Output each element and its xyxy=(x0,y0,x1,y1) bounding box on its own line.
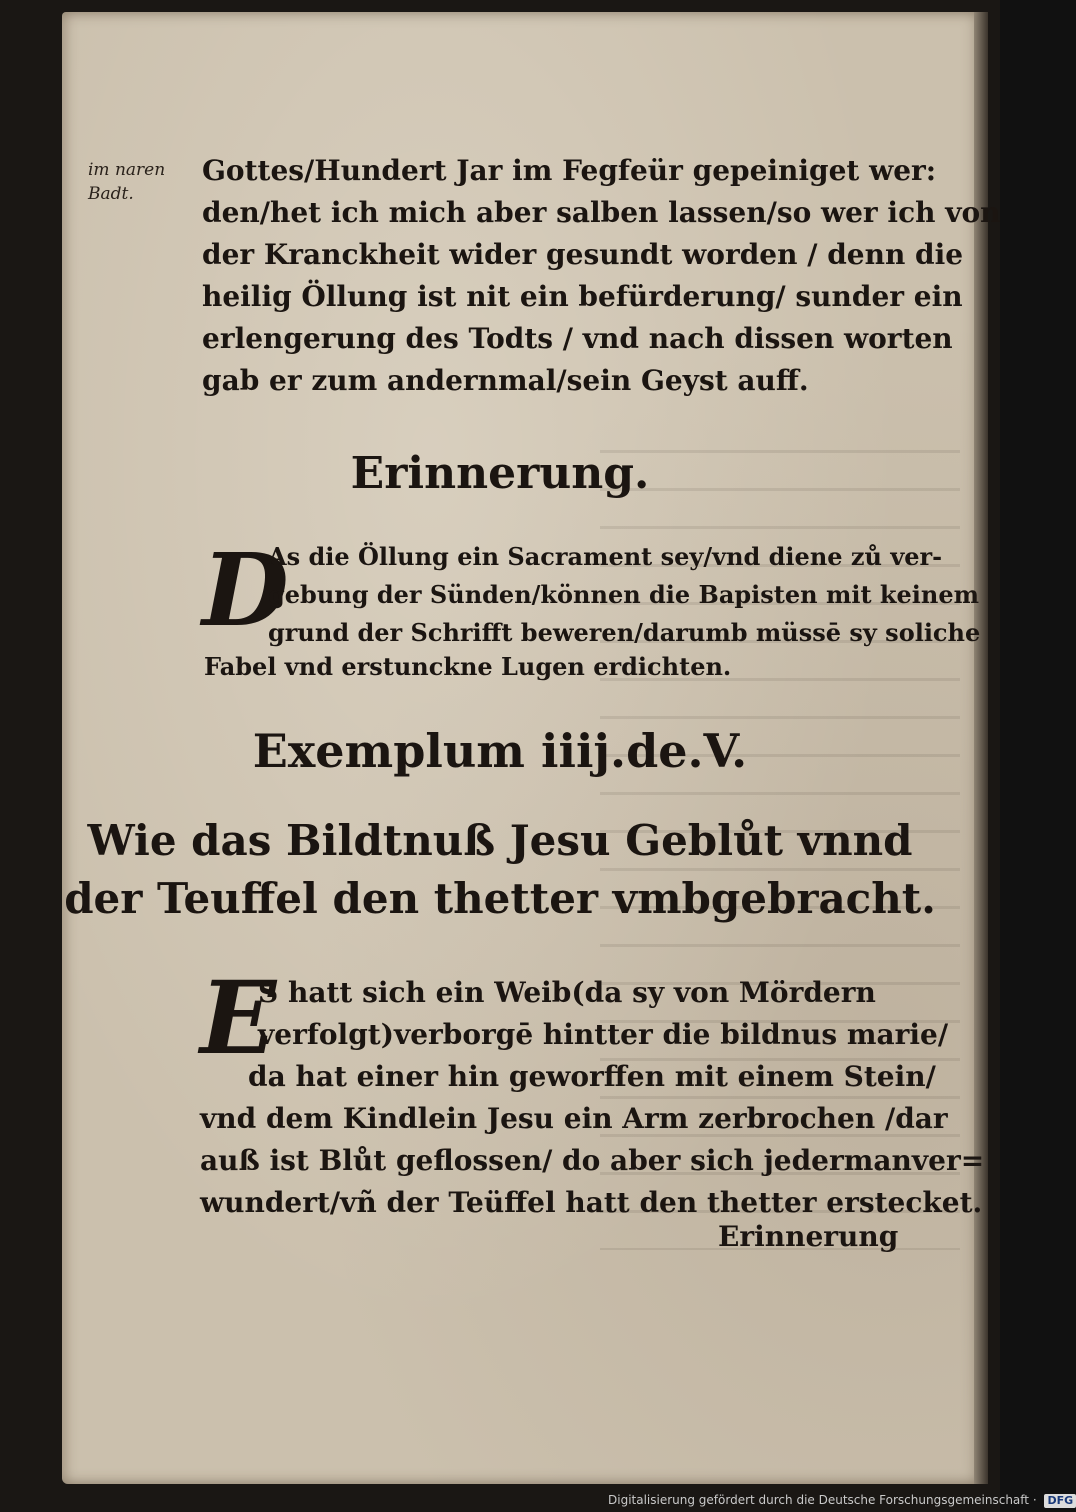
paragraph-3-indented xyxy=(258,972,948,1056)
text-line: Gottes/Hundert Jar im Fegfeür gepeiniget wer: xyxy=(202,154,937,187)
dfg-logo-icon: DFG xyxy=(1044,1494,1076,1508)
margin-note-line: Badt. xyxy=(88,184,134,204)
title-line: Wie das Bildtnuß Jesu Geblůt vnnd xyxy=(87,816,913,865)
footer-text: Digitalisierung gefördert durch die Deutsche Forschungsgemeinschaft · xyxy=(608,1493,1037,1507)
margin-note-line: im naren xyxy=(88,160,166,180)
text-line: gab er zum andernmal/sein Geyst auff. xyxy=(202,364,809,397)
drop-cap: D xyxy=(202,531,289,649)
heading-exemplum: Exemplum iiij.de.V. xyxy=(252,724,748,778)
text-line: heilig Öllung ist nit ein befürderung/ sunder ein xyxy=(202,280,963,313)
text-line: der Kranckheit wider gesundt worden / denn die xyxy=(202,238,964,271)
text-line: wundert/vñ der Teüffel hatt den thetter erstecket. xyxy=(200,1186,983,1219)
paragraph-3-line: da hat einer hin geworffen mit einem Stein/ xyxy=(248,1060,936,1093)
digitization-footer xyxy=(608,1489,1074,1511)
margin-note xyxy=(88,158,165,206)
text-line: As die Öllung ein Sacrament sey/vnd diene zů ver- xyxy=(268,542,943,571)
section-title xyxy=(0,812,1000,928)
text-line: den/het ich mich aber salben lassen/so wer ich von xyxy=(202,196,1001,229)
catchword: Erinnerung xyxy=(718,1220,899,1253)
paragraph-2 xyxy=(268,538,980,652)
paragraph-2-last-line: Fabel vnd erstunckne Lugen erdichten. xyxy=(204,652,732,681)
text-line: gebung der Sünden/können die Bapisten mit keinem xyxy=(268,580,980,609)
text-line: verfolgt)verborgē hintter die bildnus marie/ xyxy=(258,1018,949,1051)
heading-erinnerung: Erinnerung. xyxy=(350,448,650,499)
title-line: der Teuffel den thetter vmbgebracht. xyxy=(64,874,936,923)
text-line: vnd dem Kindlein Jesu ein Arm zerbrochen /dar xyxy=(200,1102,948,1135)
paragraph-1 xyxy=(202,150,1001,402)
text-line: S hatt sich ein Weib(da sy von Mördern xyxy=(258,976,876,1009)
drop-cap: E xyxy=(200,959,277,1077)
text-line: grund der Schrifft beweren/darumb müssē sy soliche xyxy=(268,618,981,647)
text-line: auß ist Blůt geflossen/ do aber sich jedermanver= xyxy=(200,1144,985,1177)
paragraph-3-body xyxy=(200,1098,984,1224)
text-line: erlengerung des Todts / vnd nach dissen worten xyxy=(202,322,953,355)
